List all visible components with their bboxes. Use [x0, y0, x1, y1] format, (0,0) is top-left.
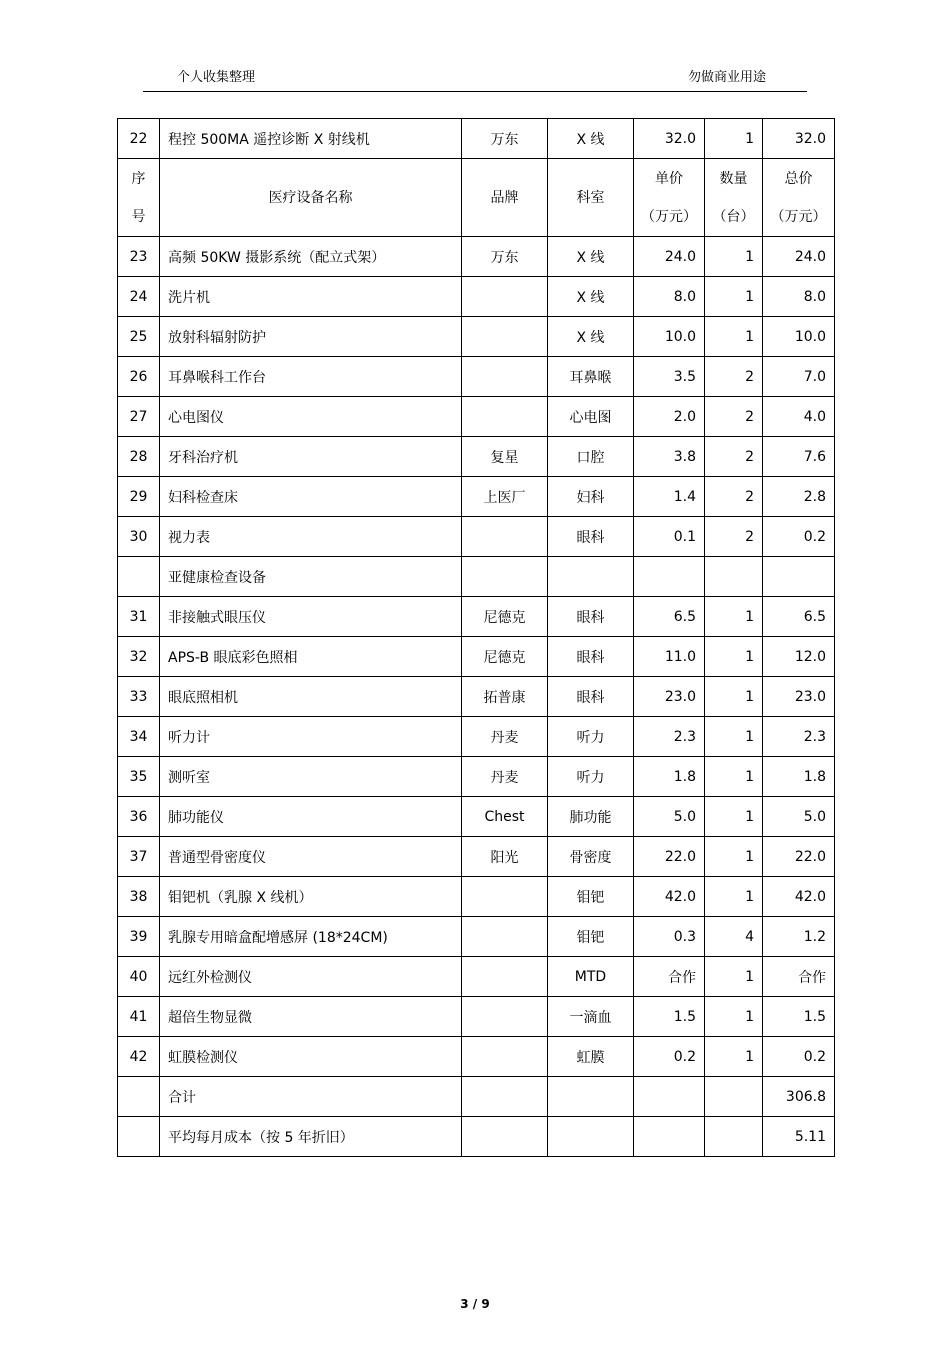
table-row [118, 517, 835, 557]
brand-cell [462, 277, 548, 317]
total-price-cell: 24.0 [763, 237, 835, 277]
brand-cell: 万东 [462, 119, 548, 159]
unit-price-cell [634, 1077, 705, 1117]
brand-cell [462, 1037, 548, 1077]
quantity-cell: 1 [705, 717, 763, 757]
total-price-cell: 5.11 [763, 1117, 835, 1157]
equipment-name: 听力计 [160, 717, 462, 757]
equipment-name: 亚健康检查设备 [160, 557, 462, 597]
equipment-name: 超倍生物显微 [160, 997, 462, 1037]
brand-column-header [462, 159, 548, 237]
row-index: 38 [118, 877, 160, 917]
row-index: 24 [118, 277, 160, 317]
equipment-name: 洗片机 [160, 277, 462, 317]
row-index: 32 [118, 637, 160, 677]
unit-price-cell: 3.8 [634, 437, 705, 477]
row-index: 34 [118, 717, 160, 757]
equipment-name: 放射科辐射防护 [160, 317, 462, 357]
total-price-cell: 12.0 [763, 637, 835, 677]
header-left-text: 个人收集整理 [177, 70, 256, 85]
quantity-cell: 2 [705, 357, 763, 397]
quantity-cell: 2 [705, 517, 763, 557]
department-cell: 钼钯 [548, 917, 634, 957]
equipment-name: 眼底照相机 [160, 677, 462, 717]
equipment-name: 平均每月成本（按 5 年折旧） [160, 1117, 462, 1157]
table-row [118, 277, 835, 317]
row-index: 31 [118, 597, 160, 637]
qty-column-header-line: 数量 [719, 170, 748, 187]
brand-cell: 拓普康 [462, 677, 548, 717]
table-row [118, 317, 835, 357]
unit-price-cell: 10.0 [634, 317, 705, 357]
equipment-name: 牙科治疗机 [160, 437, 462, 477]
row-index: 40 [118, 957, 160, 997]
unit-price-cell: 5.0 [634, 797, 705, 837]
department-cell: 虹膜 [548, 1037, 634, 1077]
dept-column-header-line: 科室 [576, 189, 605, 206]
unit-price-cell: 1.5 [634, 997, 705, 1037]
quantity-cell: 1 [705, 1037, 763, 1077]
department-cell [548, 1077, 634, 1117]
total-price-cell: 23.0 [763, 677, 835, 717]
equipment-name: 视力表 [160, 517, 462, 557]
unit-price-cell: 合作 [634, 957, 705, 997]
row-index [118, 557, 160, 597]
total-price-cell: 32.0 [763, 119, 835, 159]
brand-cell [462, 1117, 548, 1157]
quantity-cell [705, 1117, 763, 1157]
brand-cell [462, 357, 548, 397]
quantity-cell: 1 [705, 317, 763, 357]
row-index: 28 [118, 437, 160, 477]
price-column-header-line: 单价 [655, 170, 683, 187]
table-row [118, 1037, 835, 1077]
row-index: 42 [118, 1037, 160, 1077]
unit-price-cell: 8.0 [634, 277, 705, 317]
department-cell: 听力 [548, 757, 634, 797]
row-index: 36 [118, 797, 160, 837]
total-price-cell: 0.2 [763, 1037, 835, 1077]
row-index: 30 [118, 517, 160, 557]
equipment-name: 非接触式眼压仪 [160, 597, 462, 637]
qty-column-header [705, 159, 763, 237]
brand-cell: 尼德克 [462, 597, 548, 637]
brand-cell [462, 397, 548, 437]
table-row [118, 557, 835, 597]
name-column-header [160, 159, 462, 237]
quantity-cell: 1 [705, 237, 763, 277]
total-price-cell: 2.8 [763, 477, 835, 517]
equipment-name: 远红外检测仪 [160, 957, 462, 997]
table-row [118, 837, 835, 877]
total-price-cell: 22.0 [763, 837, 835, 877]
department-cell [548, 557, 634, 597]
equipment-name: APS-B 眼底彩色照相 [160, 637, 462, 677]
quantity-cell: 2 [705, 477, 763, 517]
table-row [118, 757, 835, 797]
equipment-name: 程控 500MA 遥控诊断 X 射线机 [160, 119, 462, 159]
index-column-header-line: 号 [131, 208, 146, 225]
brand-cell [462, 517, 548, 557]
unit-price-cell [634, 1117, 705, 1157]
price-column-header [634, 159, 705, 237]
equipment-name: 心电图仪 [160, 397, 462, 437]
total-price-cell: 1.8 [763, 757, 835, 797]
total-price-cell: 42.0 [763, 877, 835, 917]
brand-cell [462, 317, 548, 357]
table-row [118, 597, 835, 637]
total-column-header [763, 159, 835, 237]
equipment-name: 高频 50KW 摄影系统（配立式架） [160, 237, 462, 277]
equipment-name: 测听室 [160, 757, 462, 797]
quantity-cell: 2 [705, 397, 763, 437]
quantity-cell: 1 [705, 277, 763, 317]
index-column-header-line: 序 [131, 170, 146, 187]
total-price-cell: 5.0 [763, 797, 835, 837]
quantity-cell: 1 [705, 597, 763, 637]
row-index: 37 [118, 837, 160, 877]
department-cell: MTD [548, 957, 634, 997]
table-row [118, 1077, 835, 1117]
quantity-cell: 1 [705, 637, 763, 677]
table-row [118, 1117, 835, 1157]
equipment-name: 虹膜检测仪 [160, 1037, 462, 1077]
unit-price-cell: 1.8 [634, 757, 705, 797]
quantity-cell [705, 557, 763, 597]
table-row [118, 677, 835, 717]
total-price-cell: 6.5 [763, 597, 835, 637]
department-cell: 肺功能 [548, 797, 634, 837]
unit-price-cell: 23.0 [634, 677, 705, 717]
header-divider [143, 91, 807, 92]
quantity-cell: 4 [705, 917, 763, 957]
quantity-cell: 1 [705, 119, 763, 159]
department-cell: 眼科 [548, 597, 634, 637]
department-cell: 钼钯 [548, 877, 634, 917]
brand-cell [462, 997, 548, 1037]
header-right-text: 勿做商业用途 [688, 70, 767, 85]
brand-cell: Chest [462, 797, 548, 837]
page-number: 3 / 9 [460, 1297, 490, 1311]
equipment-name: 钼钯机（乳腺 X 线机） [160, 877, 462, 917]
department-cell: X 线 [548, 277, 634, 317]
quantity-cell: 1 [705, 997, 763, 1037]
brand-cell: 复星 [462, 437, 548, 477]
department-cell [548, 1117, 634, 1157]
table-row [118, 917, 835, 957]
row-index: 22 [118, 119, 160, 159]
name-column-header-line: 医疗设备名称 [268, 189, 353, 206]
department-cell: 眼科 [548, 637, 634, 677]
equipment-name: 乳腺专用暗盒配增感屏 (18*24CM) [160, 917, 462, 957]
table-row [118, 119, 835, 159]
unit-price-cell: 3.5 [634, 357, 705, 397]
unit-price-cell: 0.1 [634, 517, 705, 557]
total-price-cell: 1.5 [763, 997, 835, 1037]
quantity-cell: 1 [705, 837, 763, 877]
column-header-row [118, 159, 835, 237]
total-price-cell: 306.8 [763, 1077, 835, 1117]
total-column-header-line: 总价 [784, 170, 813, 187]
table-row [118, 237, 835, 277]
department-cell: 骨密度 [548, 837, 634, 877]
equipment-table [117, 118, 835, 1157]
row-index: 41 [118, 997, 160, 1037]
index-column-header [118, 159, 160, 237]
total-price-cell: 8.0 [763, 277, 835, 317]
quantity-cell: 1 [705, 677, 763, 717]
brand-cell: 万东 [462, 237, 548, 277]
equipment-name: 妇科检查床 [160, 477, 462, 517]
department-cell: 心电图 [548, 397, 634, 437]
unit-price-cell: 32.0 [634, 119, 705, 159]
table-row [118, 957, 835, 997]
unit-price-cell: 6.5 [634, 597, 705, 637]
total-price-cell: 合作 [763, 957, 835, 997]
qty-column-header-line: （台） [712, 208, 755, 225]
equipment-name: 普通型骨密度仪 [160, 837, 462, 877]
equipment-name: 耳鼻喉科工作台 [160, 357, 462, 397]
unit-price-cell: 0.2 [634, 1037, 705, 1077]
department-cell: X 线 [548, 317, 634, 357]
brand-cell [462, 957, 548, 997]
quantity-cell: 1 [705, 877, 763, 917]
unit-price-cell: 2.3 [634, 717, 705, 757]
table-row [118, 437, 835, 477]
equipment-name: 肺功能仪 [160, 797, 462, 837]
total-price-cell: 1.2 [763, 917, 835, 957]
table-row [118, 797, 835, 837]
price-column-header-line: （万元） [641, 208, 697, 225]
total-column-header-line: （万元） [770, 208, 827, 225]
row-index: 29 [118, 477, 160, 517]
brand-cell: 上医厂 [462, 477, 548, 517]
table-row [118, 477, 835, 517]
brand-cell [462, 917, 548, 957]
unit-price-cell: 42.0 [634, 877, 705, 917]
equipment-name: 合计 [160, 1077, 462, 1117]
unit-price-cell: 22.0 [634, 837, 705, 877]
brand-cell: 丹麦 [462, 717, 548, 757]
department-cell: 眼科 [548, 517, 634, 557]
unit-price-cell: 2.0 [634, 397, 705, 437]
quantity-cell: 2 [705, 437, 763, 477]
row-index: 33 [118, 677, 160, 717]
row-index: 39 [118, 917, 160, 957]
department-cell: 妇科 [548, 477, 634, 517]
brand-cell [462, 1077, 548, 1117]
table-row [118, 397, 835, 437]
total-price-cell: 7.0 [763, 357, 835, 397]
brand-cell: 尼德克 [462, 637, 548, 677]
dept-column-header [548, 159, 634, 237]
total-price-cell [763, 557, 835, 597]
total-price-cell: 7.6 [763, 437, 835, 477]
brand-cell: 阳光 [462, 837, 548, 877]
table-row [118, 357, 835, 397]
department-cell: X 线 [548, 119, 634, 159]
unit-price-cell: 1.4 [634, 477, 705, 517]
brand-column-header-line: 品牌 [490, 189, 519, 206]
unit-price-cell: 24.0 [634, 237, 705, 277]
quantity-cell [705, 1077, 763, 1117]
total-price-cell: 2.3 [763, 717, 835, 757]
table-row [118, 637, 835, 677]
department-cell: 眼科 [548, 677, 634, 717]
unit-price-cell: 0.3 [634, 917, 705, 957]
department-cell: 一滴血 [548, 997, 634, 1037]
department-cell: 口腔 [548, 437, 634, 477]
table-row [118, 717, 835, 757]
total-price-cell: 4.0 [763, 397, 835, 437]
table-row [118, 997, 835, 1037]
department-cell: 耳鼻喉 [548, 357, 634, 397]
quantity-cell: 1 [705, 757, 763, 797]
row-index: 35 [118, 757, 160, 797]
brand-cell [462, 557, 548, 597]
row-index [118, 1077, 160, 1117]
department-cell: X 线 [548, 237, 634, 277]
row-index [118, 1117, 160, 1157]
row-index: 25 [118, 317, 160, 357]
quantity-cell: 1 [705, 797, 763, 837]
total-price-cell: 0.2 [763, 517, 835, 557]
row-index: 23 [118, 237, 160, 277]
department-cell: 听力 [548, 717, 634, 757]
table-row [118, 877, 835, 917]
unit-price-cell: 11.0 [634, 637, 705, 677]
quantity-cell: 1 [705, 957, 763, 997]
row-index: 26 [118, 357, 160, 397]
unit-price-cell [634, 557, 705, 597]
brand-cell: 丹麦 [462, 757, 548, 797]
brand-cell [462, 877, 548, 917]
row-index: 27 [118, 397, 160, 437]
total-price-cell: 10.0 [763, 317, 835, 357]
